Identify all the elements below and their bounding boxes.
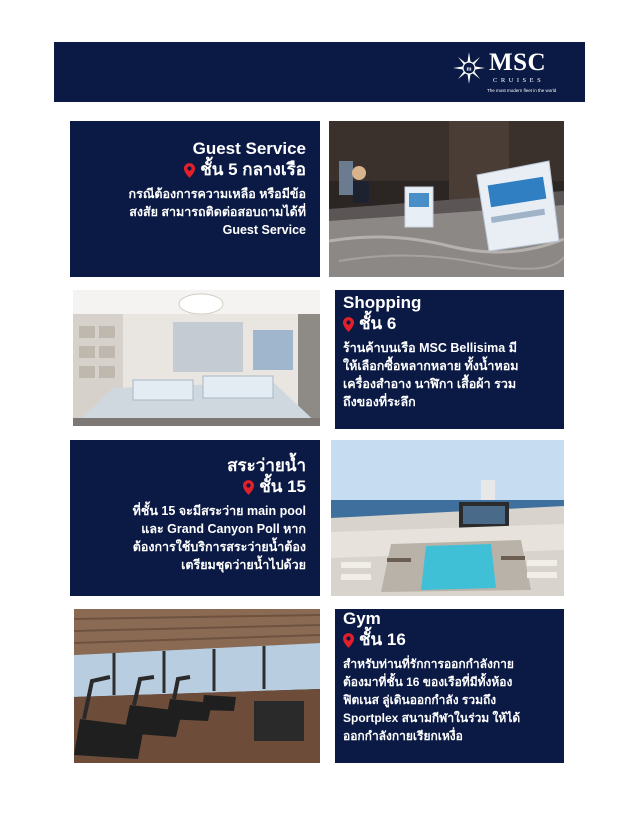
floor-label: ชั้น 5 กลางเรือ [200,160,306,179]
section-floor [343,313,556,335]
location-pin-icon [343,633,354,648]
guest-service-desk-photo [329,121,564,277]
section-floor [343,629,556,651]
brand-tagline: The most modern fleet in the world [487,88,557,93]
section-title: Gym [343,609,381,628]
floor-label: ชั้น 6 [359,314,397,333]
shopping-panel [335,290,564,429]
section-title: สระว่ายน้ำ [227,456,306,475]
brand-name: MSC [489,49,547,76]
section-floor [80,159,306,181]
floor-label: ชั้น 15 [259,477,306,496]
floor-label: ชั้น 16 [359,630,406,649]
svg-text:m: m [466,66,472,73]
guest-service-panel [70,121,320,277]
gym-panel [335,609,564,763]
section-description: กรณีต้องการความเหลือ หรือมีข้อ สงสัย สามารถติดต่อสอบถามได้ที่ Guest Service [128,187,306,237]
header-banner [54,42,585,102]
location-pin-icon [243,480,254,495]
msc-logo [453,48,571,98]
compass-rose-icon [453,52,485,84]
swimming-pool-panel [70,440,320,596]
brand-subtitle: CRUISES [493,77,545,84]
section-description: ร้านค้าบนเรือ MSC Bellisima มี ให้เลือกซื้อหลากหลาย ทั้งน้ำหอม เครื่องสำอาง นาฬิกา เสื้อผ้า รวม ถึงของที่ระลึก [343,341,519,409]
section-title: Guest Service [192,139,306,158]
shopping-store-photo [73,290,320,426]
pool-deck-photo [331,440,564,596]
section-title: Shopping [343,293,422,312]
gym-photo [74,609,320,763]
location-pin-icon [343,317,354,332]
section-floor [80,476,306,498]
location-pin-icon [184,163,195,178]
section-description: สำหรับท่านที่รักการออกกำลังกาย ต้องมาที่ชั้น 16 ของเรือที่มีทั้งห้อง ฟิตเนส ลู่เดินออกกำลัง รวมถึง Sportplex สนามกีฬาในร่วม ให้ได้ ออกกำลังกายเรียกเหงื่อ [343,657,521,743]
section-description: ที่ชั้น 15 จะมีสระว่าย main pool และ Grand Canyon Poll หาก ต้องการใช้บริการสระว่ายน้ำต้อง เตรียมชุดว่ายน้ำไปด้วย [132,504,306,572]
